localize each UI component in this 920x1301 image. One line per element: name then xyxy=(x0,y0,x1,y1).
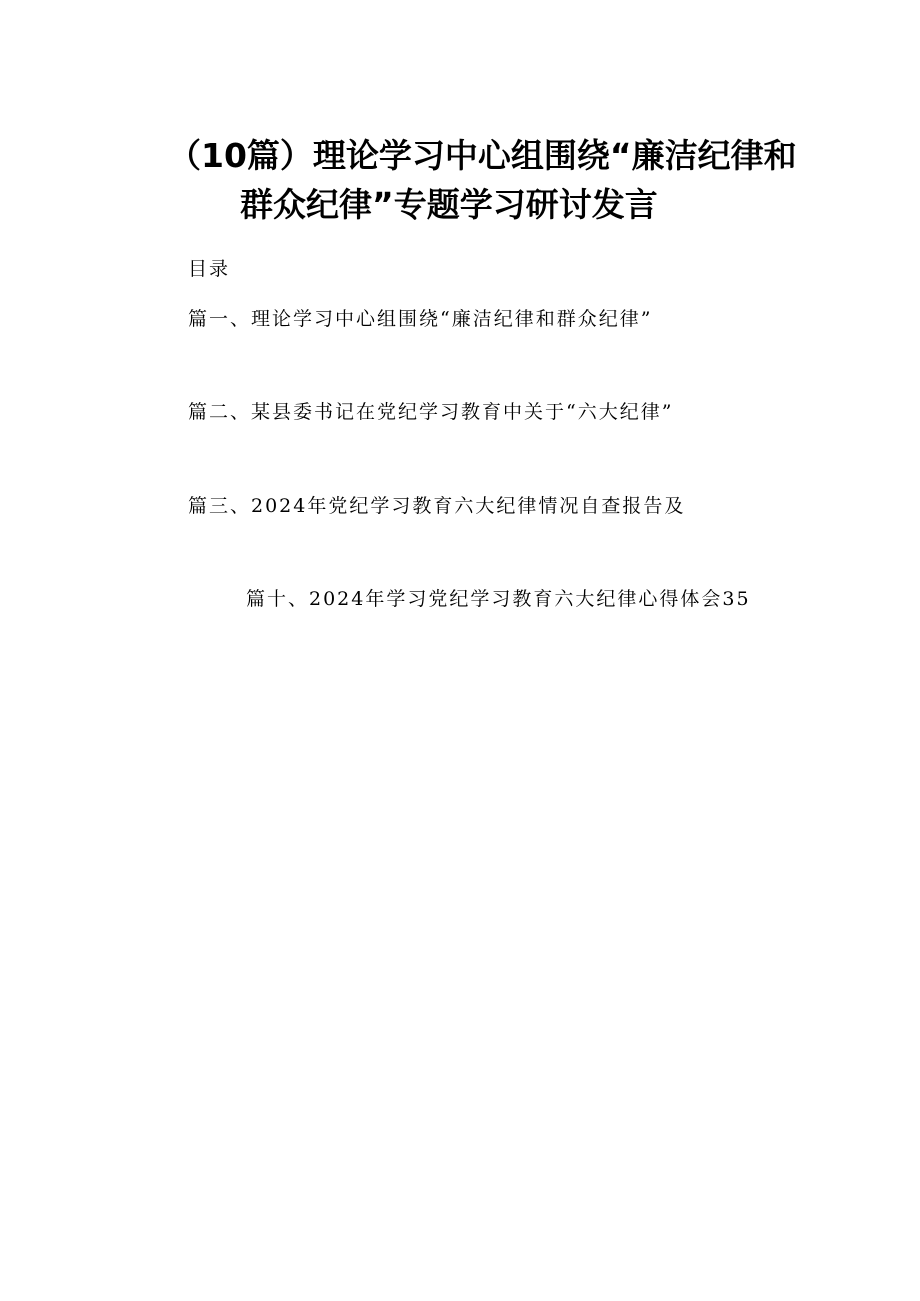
toc-heading: 目录 xyxy=(188,258,231,280)
toc-item-2[interactable]: 篇二、某县委书记在党纪学习教育中关于“六大纪律” xyxy=(188,401,674,423)
document-title-line-1: （10篇）理论学习中心组围绕“廉洁纪律和 xyxy=(168,136,797,175)
document-title-line-2: 群众纪律”专题学习研讨发言 xyxy=(240,185,658,224)
toc-item-10[interactable]: 篇十、2024年学习党纪学习教育六大纪律心得体会35 xyxy=(246,588,751,610)
toc-item-1[interactable]: 篇一、理论学习中心组围绕“廉洁纪律和群众纪律” xyxy=(188,308,653,330)
toc-item-3[interactable]: 篇三、2024年党纪学习教育六大纪律情况自查报告及 xyxy=(188,495,686,517)
